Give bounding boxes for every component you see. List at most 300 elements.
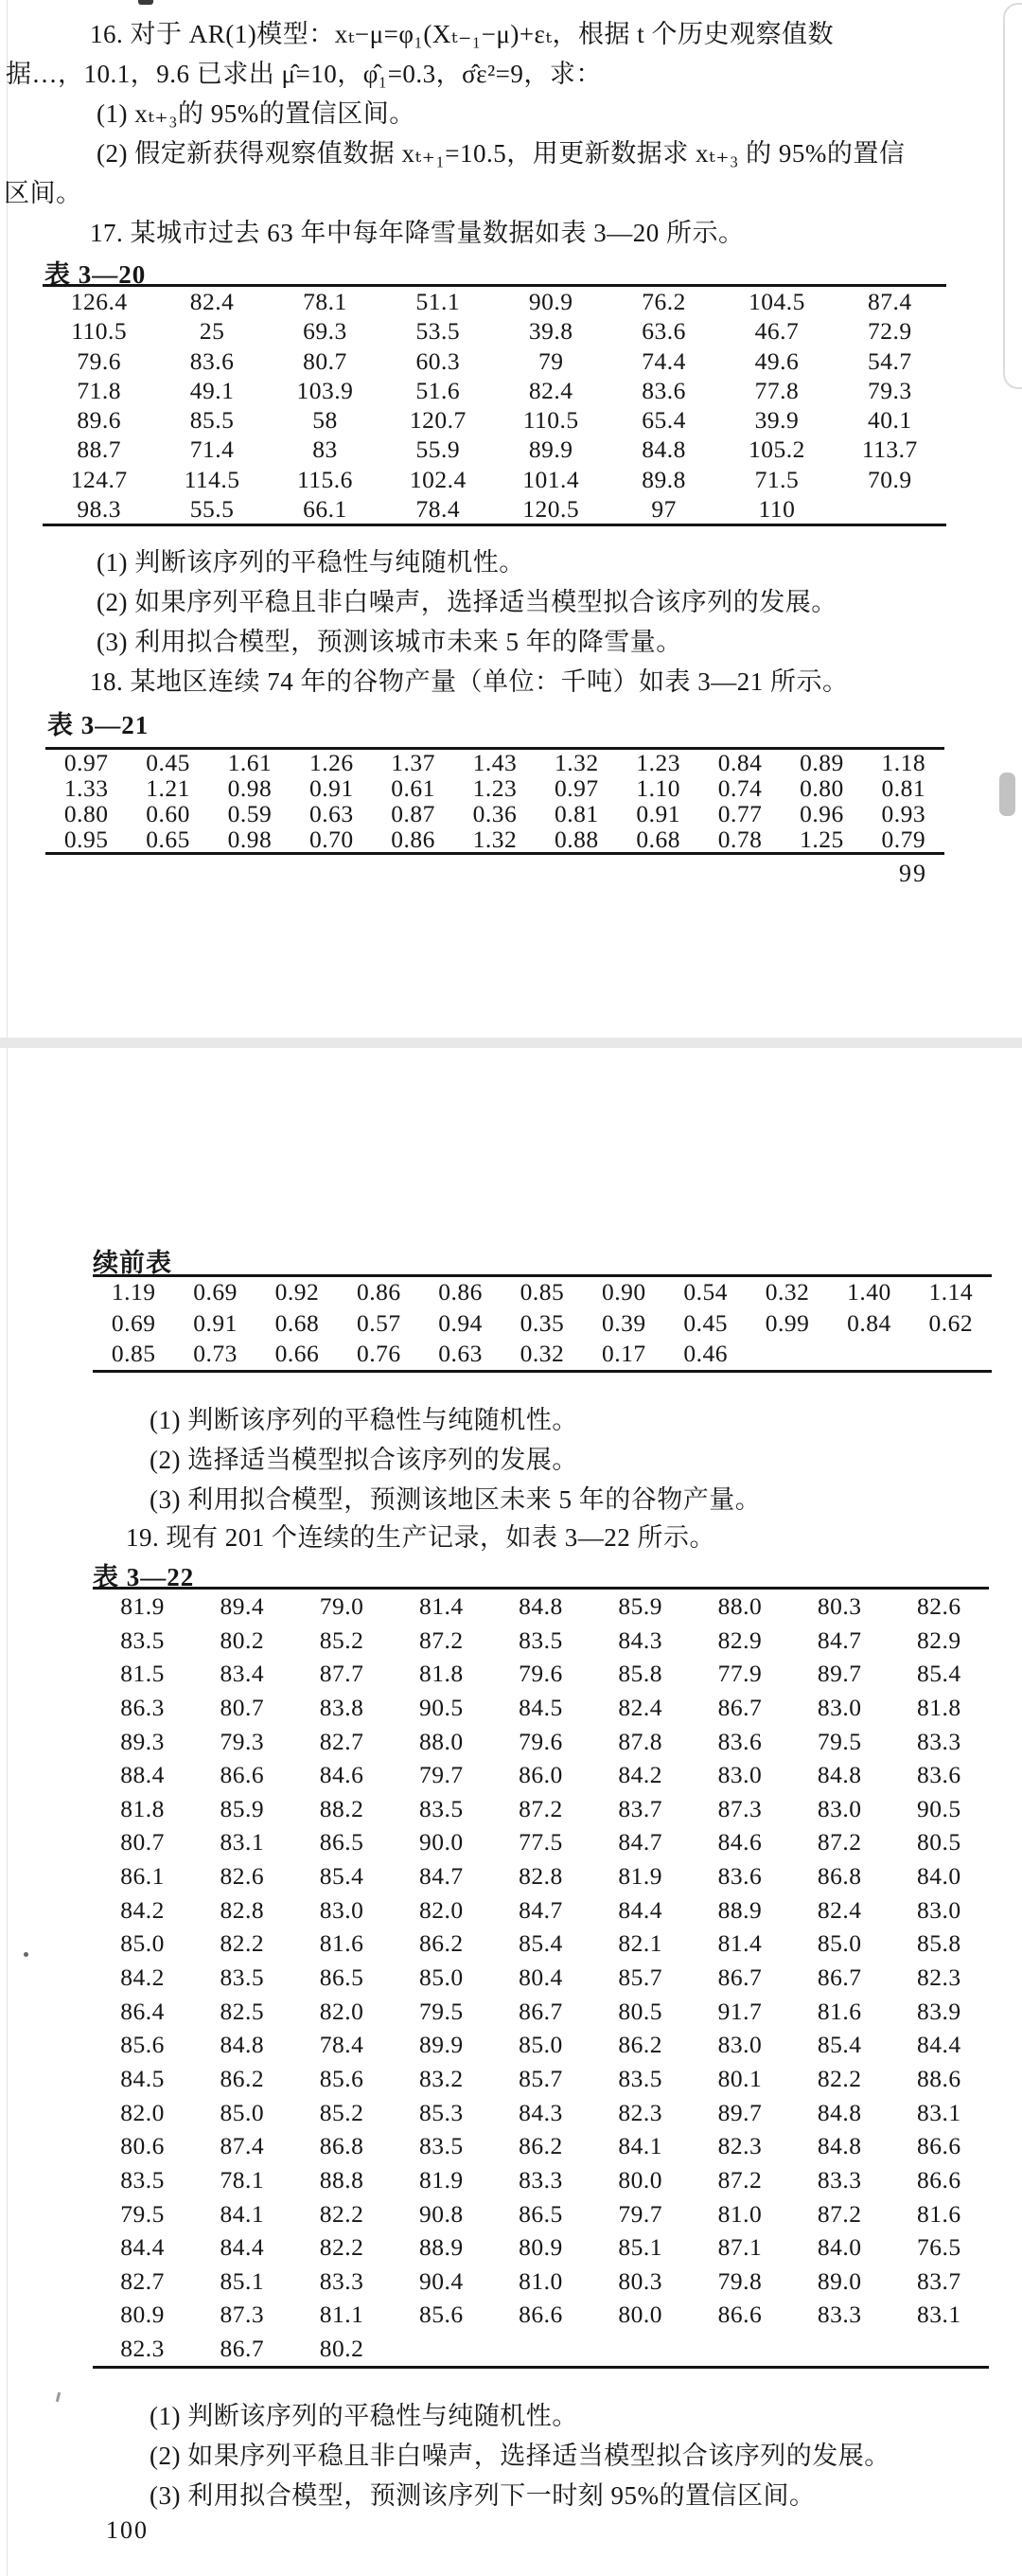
table-row [93, 2062, 989, 2096]
table-cell: 83.1 [917, 2098, 961, 2126]
table-cell: 0.73 [193, 1340, 238, 1368]
table-cell: 91.7 [717, 1997, 763, 2025]
table-cell: 55.5 [189, 494, 235, 523]
table-cell: 110.5 [71, 317, 128, 346]
table-cell: 84.4 [618, 1895, 663, 1924]
table-cell: 78.1 [303, 288, 347, 315]
table-cell: 82.7 [319, 1727, 364, 1755]
table-cell: 82.0 [319, 1997, 364, 2025]
table-cell: 85.0 [220, 2098, 265, 2126]
table-cell: 81.0 [519, 2266, 563, 2295]
table-cell [790, 2332, 890, 2366]
table-cell: 0.32 [765, 1278, 810, 1306]
table-cell: 82.6 [220, 1862, 265, 1891]
table-cell: 70.9 [868, 465, 912, 493]
table-cell: 81.9 [418, 2165, 464, 2194]
table-row [93, 1308, 992, 1340]
table-cell: 89.6 [77, 406, 121, 434]
table-cell: 83.3 [817, 2301, 862, 2329]
page-number-100: 100 [106, 2516, 149, 2544]
table-cell: 81.5 [120, 1660, 165, 1688]
table-cell: 79.6 [519, 1727, 563, 1755]
table-3-21-continued [93, 1274, 992, 1373]
table-cell: 83.5 [519, 1626, 563, 1654]
table-cell: 86.6 [220, 1761, 265, 1789]
table-cell: 81.8 [917, 1693, 961, 1721]
scrollbar-thumb[interactable] [999, 773, 1015, 816]
table-cell [392, 2332, 491, 2366]
table-cell: 110.5 [522, 406, 579, 434]
table-cell: 80.7 [303, 346, 347, 375]
table-cell: 0.84 [847, 1308, 891, 1337]
table-cell: 98.3 [77, 494, 121, 523]
table-row [93, 1758, 989, 1792]
table-cell: 87.2 [418, 1626, 464, 1654]
table-cell: 80.5 [618, 1997, 663, 2025]
table-cell: 0.91 [636, 801, 680, 826]
table-cell: 82.4 [189, 288, 235, 315]
table-cell: 80.9 [120, 2301, 165, 2329]
table-cell: 60.3 [415, 346, 461, 375]
table-cell [747, 1339, 828, 1370]
table-cell [834, 494, 946, 524]
table-cell: 86.5 [319, 1828, 364, 1856]
table-cell: 80.7 [120, 1828, 165, 1856]
table-cell: 85.9 [618, 1592, 663, 1620]
table-cell: 82.8 [220, 1895, 265, 1924]
problem-18-item-1: (1) 判断该序列的平稳性与纯随机性。 [150, 1406, 578, 1434]
table-cell: 83.5 [220, 1963, 265, 1992]
table-cell: 80.2 [220, 1626, 265, 1654]
problem-19-item-1: (1) 判断该序列的平稳性与纯随机性。 [150, 2402, 578, 2430]
table-cell: 89.7 [817, 1660, 862, 1688]
table-cell: 83 [312, 435, 338, 464]
table-cell: 83.3 [817, 2165, 862, 2194]
table-cell: 85.6 [120, 2031, 165, 2059]
table-cell: 89.9 [528, 435, 573, 464]
table-cell: 79.6 [519, 1660, 563, 1688]
table-cell: 82.3 [618, 2098, 663, 2126]
table-cell: 1.43 [472, 750, 518, 775]
table-cell: 82.0 [120, 2098, 165, 2126]
table-cell: 77.5 [519, 1828, 563, 1856]
table-cell: 81.9 [120, 1592, 165, 1620]
table-cell: 90.4 [418, 2266, 464, 2295]
table-cell: 0.80 [63, 801, 109, 826]
table-cell: 82.7 [120, 2266, 165, 2295]
table-cell: 65.4 [642, 406, 686, 434]
table-cell: 0.66 [274, 1340, 320, 1368]
table-cell: 85.4 [519, 1929, 563, 1958]
table-cell: 87.2 [717, 2165, 763, 2194]
table-cell: 0.86 [391, 826, 435, 852]
table-cell: 0.85 [520, 1278, 565, 1306]
table-cell: 0.61 [391, 775, 435, 801]
table-cell: 1.23 [472, 775, 518, 801]
table-cell: 83.2 [418, 2064, 464, 2092]
table-cell: 86.6 [917, 2165, 961, 2194]
table-cell: 53.5 [415, 317, 461, 346]
table-cell: 86.5 [319, 1963, 364, 1992]
table-cell: 84.2 [120, 1895, 165, 1924]
table-cell: 82.2 [319, 2199, 364, 2228]
table-cell: 25 [199, 317, 225, 346]
table-cell: 0.46 [683, 1340, 728, 1368]
table-cell: 0.54 [683, 1278, 728, 1306]
table-cell: 74.4 [642, 346, 686, 375]
table-cell: 0.93 [881, 801, 926, 826]
table-cell: 84.7 [817, 1626, 862, 1654]
table-cell: 83.3 [319, 2266, 364, 2295]
table-cell: 85.2 [319, 2098, 364, 2126]
table-cell: 84.4 [917, 2031, 961, 2059]
table-cell: 82.9 [717, 1626, 763, 1654]
table-cell: 79.3 [220, 1727, 265, 1755]
table-cell: 86.7 [220, 2335, 265, 2363]
table-row [43, 376, 946, 405]
table-cell: 1.40 [847, 1278, 891, 1306]
table-cell: 79.0 [319, 1592, 364, 1620]
scroll-indicator-track [1003, 3, 1022, 389]
table-cell: 83.0 [917, 1895, 961, 1924]
table-cell: 83.6 [917, 1761, 961, 1789]
table-cell: 82.6 [917, 1592, 961, 1620]
page-number-99: 99 [899, 860, 927, 887]
table-cell: 82.4 [618, 1693, 663, 1721]
table-row [43, 346, 946, 376]
table-cell: 84.6 [717, 1828, 763, 1856]
table-cell: 0.79 [881, 826, 926, 852]
table-cell: 84.5 [120, 2064, 165, 2092]
table-cell: 87.1 [717, 2233, 763, 2262]
table-cell: 85.6 [319, 2064, 364, 2092]
table-cell: 0.63 [438, 1340, 483, 1368]
table-cell: 83.0 [817, 1693, 862, 1721]
table-cell: 84.1 [618, 2132, 663, 2160]
table-cell: 77.8 [754, 376, 800, 404]
table-cell: 58 [312, 406, 338, 434]
table-cell: 0.88 [555, 826, 599, 852]
table-cell: 83.5 [120, 1626, 165, 1654]
table-cell: 82.2 [319, 2233, 364, 2262]
table-cell: 0.96 [800, 801, 844, 826]
table-cell [590, 2332, 690, 2366]
table-row [93, 1792, 989, 1826]
table-cell: 0.98 [227, 775, 273, 801]
table-cell: 0.63 [308, 801, 354, 826]
table-cell: 1.33 [63, 775, 109, 801]
table-cell: 88.9 [418, 2233, 464, 2262]
table-cell: 83.3 [917, 1727, 961, 1755]
table-cell: 86.0 [519, 1761, 563, 1789]
table-cell: 105.2 [749, 435, 805, 464]
table-row [43, 287, 946, 316]
table-cell: 82.4 [817, 1895, 862, 1924]
table-cell [690, 2332, 789, 2366]
table-cell: 83.7 [917, 2266, 961, 2295]
table-cell: 83.4 [220, 1660, 265, 1688]
table-cell: 80.3 [817, 1592, 862, 1620]
table-cell: 83.9 [917, 1997, 961, 2025]
table-cell: 85.4 [917, 1660, 961, 1688]
table-cell: 86.6 [717, 2301, 763, 2329]
table-cell: 82.8 [519, 1862, 563, 1891]
table-cell: 80.0 [618, 2301, 663, 2329]
problem-17-item-2: (2) 如果序列平稳且非白噪声，选择适当模型拟合该序列的发展。 [97, 588, 837, 616]
table-cell: 83.0 [817, 1794, 862, 1822]
table-cell: 85.7 [618, 1963, 663, 1992]
table-cell: 85.0 [817, 1929, 862, 1958]
table-cell: 0.99 [765, 1308, 810, 1337]
problem-19-item-3: (3) 利用拟合模型，预测该序列下一时刻 95%的置信区间。 [150, 2481, 816, 2510]
table-cell: 86.7 [817, 1963, 862, 1992]
table-3-22-label: 表 3—22 [93, 1563, 195, 1591]
table-cell: 89.8 [642, 465, 686, 493]
table-cell: 79.7 [418, 1761, 464, 1789]
table-cell: 85.8 [917, 1929, 961, 1958]
table-row [93, 1691, 989, 1725]
table-cell: 39.8 [528, 317, 573, 346]
table-cell: 66.1 [303, 494, 347, 523]
table-cell: 80.7 [220, 1693, 265, 1721]
table-cell: 84.7 [418, 1862, 464, 1891]
table-cell: 80.3 [618, 2266, 663, 2295]
table-cell: 84.5 [519, 1693, 563, 1721]
table-cell: 83.5 [120, 2165, 165, 2194]
table-cell: 84.7 [519, 1895, 563, 1924]
table-cell: 90.5 [917, 1794, 961, 1822]
problem-19-text: 19. 现有 201 个连续的生产记录，如表 3—22 所示。 [126, 1523, 715, 1552]
table-row [93, 1927, 989, 1961]
table-cell: 89.7 [717, 2098, 763, 2126]
table-cell: 80.0 [618, 2165, 663, 2194]
table-row [93, 2197, 989, 2231]
table-cell: 85.2 [319, 1626, 364, 1654]
table-cell: 80.9 [519, 2233, 563, 2262]
table-cell: 1.19 [111, 1278, 156, 1306]
table-row [93, 1277, 992, 1308]
table-cell: 0.90 [602, 1278, 646, 1306]
table-cell: 82.3 [917, 1963, 961, 1992]
table-cell: 85.5 [189, 406, 235, 434]
table-3-20-label: 表 3—20 [44, 260, 147, 289]
table-cell: 83.0 [319, 1895, 364, 1924]
table-row [93, 1590, 989, 1624]
table-cell: 84.7 [618, 1828, 663, 1856]
table-cell: 0.86 [438, 1278, 483, 1306]
table-cell: 71.5 [754, 465, 800, 493]
table-cell: 0.62 [928, 1308, 974, 1337]
table-cell: 86.6 [519, 2301, 563, 2329]
table-cell: 0.60 [146, 801, 190, 826]
table-cell: 88.4 [120, 1761, 165, 1789]
table-cell: 83.5 [418, 1794, 464, 1822]
table-cell: 81.6 [319, 1929, 364, 1958]
table-cell: 88.2 [319, 1794, 364, 1822]
table-cell: 82.9 [917, 1626, 961, 1654]
table-cell: 83.6 [717, 1862, 763, 1891]
table-3-21-label: 表 3—21 [47, 711, 150, 739]
table-cell: 51.1 [415, 288, 461, 315]
table-cell: 110 [758, 494, 796, 523]
table-cell: 84.2 [618, 1761, 663, 1789]
table-cell: 0.74 [717, 775, 763, 801]
table-cell: 76.2 [642, 288, 686, 315]
table-cell: 1.26 [308, 750, 354, 775]
table-row [93, 2096, 989, 2130]
problem-17-item-1: (1) 判断该序列的平稳性与纯随机性。 [97, 548, 525, 577]
table-row [93, 1624, 989, 1658]
table-cell: 89.4 [220, 1592, 265, 1620]
table-cell: 102.4 [409, 465, 467, 493]
table-cell: 87.2 [817, 1828, 862, 1856]
table-cell: 113.7 [861, 435, 918, 464]
table-cell: 85.1 [618, 2233, 663, 2262]
table-cell: 0.69 [111, 1308, 156, 1337]
table-cell: 1.10 [636, 775, 680, 801]
table-cell: 80.4 [519, 1963, 563, 1992]
table-cell: 0.86 [356, 1278, 401, 1306]
table-cell: 90.8 [418, 2199, 464, 2228]
table-cell: 85.4 [319, 1862, 364, 1891]
table-cell: 114.5 [184, 465, 240, 493]
table-cell: 84.4 [120, 2233, 165, 2262]
problem-16-item-1: (1) xₜ₊₃的 95%的置信区间。 [97, 99, 415, 128]
table-cell [491, 2332, 590, 2366]
table-cell: 71.4 [189, 435, 235, 464]
table-cell: 86.7 [717, 1963, 763, 1992]
table-3-20 [43, 284, 946, 526]
table-cell [890, 2332, 989, 2366]
table-cell: 78.4 [415, 494, 461, 523]
table-cell: 81.4 [418, 1592, 464, 1620]
table-cell: 80.6 [120, 2132, 165, 2160]
table-cell: 78.1 [220, 2165, 265, 2194]
table-cell: 0.45 [146, 750, 190, 775]
table-cell: 87.3 [717, 1794, 763, 1822]
table-cell: 83.0 [717, 2031, 763, 2059]
table-cell: 0.65 [146, 826, 190, 852]
table-cell: 86.4 [120, 1997, 165, 2025]
table-cell: 1.32 [555, 750, 599, 775]
table-cell: 0.35 [520, 1308, 565, 1337]
table-cell: 55.9 [415, 435, 461, 464]
page-break-divider [0, 1038, 1022, 1048]
table-cell: 79.6 [77, 346, 121, 375]
table-cell: 83.6 [717, 1727, 763, 1755]
table-cell: 83.5 [418, 2132, 464, 2160]
table-cell: 84.8 [817, 2098, 862, 2126]
table-cell: 46.7 [754, 317, 800, 346]
table-cell: 88.9 [717, 1895, 763, 1924]
table-row [93, 1825, 989, 1859]
table-cell: 89.9 [418, 2031, 464, 2059]
table-cell: 0.85 [111, 1340, 156, 1368]
table-row [45, 775, 944, 801]
table-cell: 84.3 [519, 2098, 563, 2126]
table-cell: 0.95 [63, 826, 109, 852]
table-cell: 0.76 [356, 1340, 401, 1368]
table-row [93, 2298, 989, 2332]
table-cell: 39.9 [754, 406, 800, 434]
table-cell: 80.1 [717, 2064, 763, 2092]
table-cell: 0.70 [308, 826, 354, 852]
table-cell: 87.2 [817, 2199, 862, 2228]
table-cell: 82.2 [220, 1929, 265, 1958]
problem-16-item-2-line-1: (2) 假定新获得观察值数据 xₜ₊₁=10.5，用更新数据求 xₜ₊₃ 的 95%的置信 [97, 139, 906, 168]
table-row [93, 1893, 989, 1928]
table-cell: 51.6 [415, 376, 461, 404]
table-cell: 0.91 [193, 1308, 238, 1337]
table-row [93, 2332, 989, 2366]
table-cell: 115.6 [296, 465, 353, 493]
table-row [93, 2265, 989, 2299]
table-cell: 40.1 [868, 406, 912, 434]
table-cell: 85.0 [418, 1963, 464, 1992]
table-cell: 86.5 [519, 2199, 563, 2228]
problem-18-item-2: (2) 选择适当模型拟合该序列的发展。 [150, 1446, 578, 1474]
table-cell: 85.9 [220, 1794, 265, 1822]
table-cell: 85.8 [618, 1660, 663, 1688]
table-cell: 87.4 [220, 2132, 265, 2160]
table-cell: 90.0 [418, 1828, 464, 1856]
table-row [93, 1657, 989, 1691]
table-cell: 0.77 [717, 801, 763, 826]
table-cell: 97 [651, 494, 677, 523]
table-cell: 86.6 [917, 2132, 961, 2160]
table-cell: 88.7 [77, 435, 121, 464]
table-cell: 86.3 [120, 1693, 165, 1721]
table-cell: 83.1 [917, 2301, 961, 2329]
table-cell: 77.9 [717, 1660, 763, 1688]
table-cell: 84.8 [220, 2031, 265, 2059]
table-cell: 79.3 [868, 376, 912, 404]
table-cell [910, 1339, 992, 1370]
table-cell: 120.5 [522, 494, 580, 523]
table-cell: 86.7 [519, 1997, 563, 2025]
table-cell: 1.18 [881, 750, 926, 775]
table-cell: 90.5 [418, 1693, 464, 1721]
table-cell: 1.23 [636, 750, 680, 775]
table-cell: 1.37 [391, 750, 435, 775]
table-row [93, 1339, 992, 1370]
table-cell: 87.4 [868, 288, 912, 315]
table-cell: 49.1 [189, 376, 235, 404]
table-cell: 0.97 [555, 775, 599, 801]
table-cell: 82.3 [717, 2132, 763, 2160]
table-cell: 87.7 [319, 1660, 364, 1688]
table-cell: 84.4 [220, 2233, 265, 2262]
table-cell: 84.0 [917, 1862, 961, 1891]
scan-artifact-tick [56, 2392, 61, 2402]
table-cell: 0.32 [520, 1340, 565, 1368]
table-cell: 81.4 [717, 1929, 763, 1958]
problem-16-line-2: 据…，10.1，9.6 已求出 μ̂=10，φ̂₁=0.3，σ̂ε²=9，求： [6, 60, 602, 88]
problem-17-text: 17. 某城市过去 63 年中每年降雪量数据如表 3—20 所示。 [90, 219, 745, 247]
table-cell: 104.5 [749, 288, 805, 315]
table-cell: 89.3 [120, 1727, 165, 1755]
table-cell: 84.8 [642, 435, 686, 464]
table-cell: 1.25 [800, 826, 844, 852]
table-cell: 87.8 [618, 1727, 663, 1755]
table-cell: 120.7 [409, 406, 467, 434]
table-cell: 83.1 [220, 1828, 265, 1856]
table-cell [828, 1339, 909, 1370]
table-cell: 85.6 [418, 2301, 464, 2329]
table-3-21 [45, 747, 944, 855]
table-cell: 88.8 [319, 2165, 364, 2194]
table-cell: 80.5 [917, 1828, 961, 1856]
